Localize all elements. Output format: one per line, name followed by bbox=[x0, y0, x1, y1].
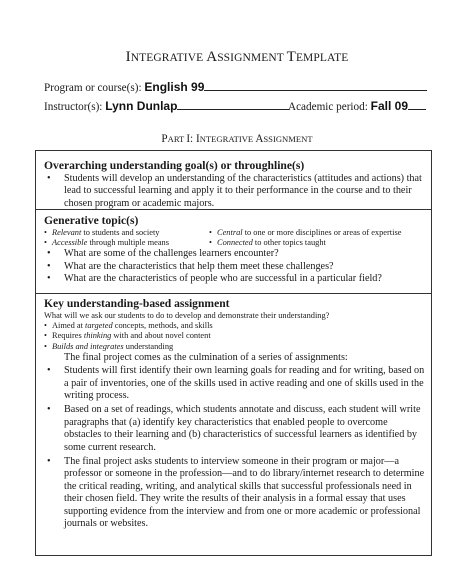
assignment-step: • Based on a set of readings, which students annotate and discuss, each student will write paragraphs that (a) identify key characteristics that enabled people to overcome obstacles to their learning and (b) characteristics of successful learners as identified by some current research. bbox=[47, 404, 421, 453]
assignment-lead: The final project comes as the culmination of a series of assignments: bbox=[64, 351, 348, 363]
divider bbox=[36, 209, 431, 210]
topic-question: • What are some of the challenges learners encounter? bbox=[47, 248, 279, 260]
topic-question: • What are the characteristics of people who are successful in a particular field? bbox=[47, 273, 382, 285]
instructor-label: Instructor(s): bbox=[44, 101, 103, 113]
assignment-step: • The final project asks students to interview someone in their program or major—a professor or someone in the profession—and to do library/internet research to determine the critical reading, writing, and analytical skills that successful professionals need in their chosen field. They write the results of their analysis in a formal essay that uses supporting evidence from the interview and from one or more academic or professional journals or websites. bbox=[47, 456, 425, 530]
goals-heading: Overarching understanding goal(s) or throughline(s) bbox=[44, 159, 305, 172]
instructor-field bbox=[44, 98, 289, 113]
topics-heading: Generative topic(s) bbox=[44, 214, 139, 227]
assignment-step: • Students will first identify their own learning goals for reading and for writing, based on a pair of inventories, one of the skills used in active reading and one of skills used in the writing process. bbox=[47, 365, 425, 402]
instructor-value: Lynn Dunlap bbox=[105, 99, 178, 113]
topic-question: • What are the characteristics that help them meet these challenges? bbox=[47, 260, 334, 272]
section-goals bbox=[44, 159, 425, 210]
assignment-table bbox=[35, 150, 432, 556]
program-label: Program or course(s): bbox=[44, 82, 142, 94]
assignment-criterion: • Aimed at targeted concepts, methods, and skills bbox=[44, 321, 213, 331]
goals-bullet: • Students will develop an understanding of the characteristics (attitudes and actions) that lead to successful learning and apply it to their performance in the course and to their chosen program or academic majors. bbox=[47, 173, 422, 209]
assignment-heading: Key understanding-based assignment bbox=[44, 297, 230, 310]
part-heading: PART I: INTEGRATIVE ASSIGNMENT bbox=[161, 133, 313, 145]
section-assignment bbox=[44, 297, 425, 531]
document-title: INTEGRATIVE ASSIGNMENT TEMPLATE bbox=[125, 49, 349, 65]
period-label: Academic period: bbox=[288, 101, 368, 113]
topics-criteria bbox=[44, 228, 425, 248]
criterion-item: • Accessible through multiple means bbox=[44, 238, 170, 248]
program-value: English 99 bbox=[144, 80, 205, 94]
assignment-criterion: • Builds and integrates understanding bbox=[44, 341, 174, 351]
criterion-item: • Connected to other topics taught bbox=[209, 238, 326, 248]
period-underline bbox=[408, 98, 426, 110]
criterion-item: • Relevant to students and society bbox=[44, 228, 160, 237]
instructor-underline bbox=[177, 98, 289, 110]
criterion-item: • Central to one or more disciplines or areas of expertise bbox=[209, 228, 402, 237]
assignment-criterion: • Requires thinking with and about novel content bbox=[44, 331, 211, 341]
divider bbox=[36, 293, 431, 294]
program-underline bbox=[204, 79, 427, 91]
period-value: Fall 09 bbox=[370, 99, 408, 113]
program-field bbox=[44, 79, 427, 94]
section-topics bbox=[44, 214, 425, 286]
assignment-intro: What will we ask our students to do to develop and demonstrate their understanding? bbox=[44, 311, 330, 320]
period-field bbox=[288, 98, 426, 113]
